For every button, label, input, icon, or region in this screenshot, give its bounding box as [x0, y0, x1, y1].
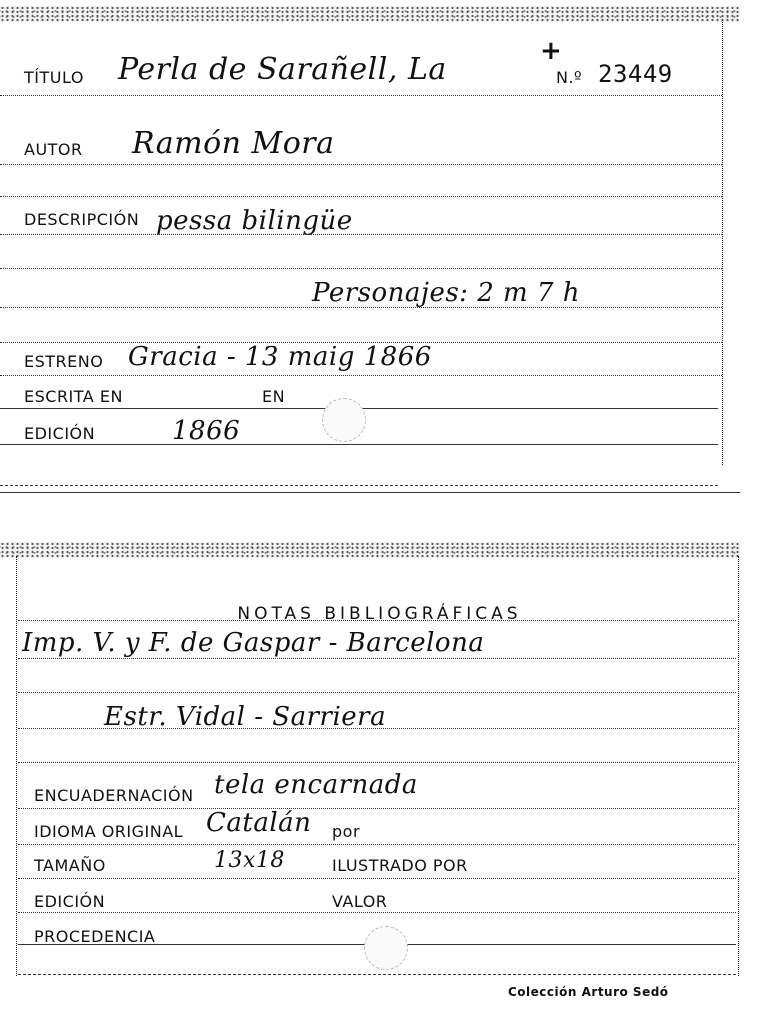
idioma-value: Catalán [206, 808, 312, 838]
personajes-value: Personajes: 2 m 7 h [312, 278, 580, 308]
encuadernacion-value: tela encarnada [214, 770, 418, 800]
titulo-label: TÍTULO [24, 68, 84, 87]
ilustrado-label: ILUSTRADO POR [332, 856, 468, 875]
collection-footer: Colección Arturo Sedó [508, 985, 669, 999]
card-top-right-border [722, 20, 723, 465]
rule-bottom-end [18, 974, 736, 975]
rule-idioma [18, 844, 736, 845]
rule-tamano [18, 878, 736, 879]
rule-titulo [0, 95, 722, 96]
tamano-label: TAMAÑO [34, 856, 106, 875]
rule-estreno [0, 375, 722, 376]
rule-notas-5 [18, 762, 736, 763]
edicion-label-top: EDICIÓN [24, 424, 96, 443]
note-line-1: Imp. V. y F. de Gaspar - Barcelona [22, 628, 485, 658]
rule-descripcion [0, 234, 722, 235]
rule-notas-4 [18, 728, 736, 729]
estreno-value: Gracia - 13 maig 1866 [128, 342, 432, 372]
rule-edicion-bottom [18, 912, 736, 913]
idioma-label: IDIOMA ORIGINAL [34, 822, 184, 841]
edicion-label-bottom: EDICIÓN [34, 892, 106, 911]
card-top-edge [0, 6, 740, 22]
card-bottom-edge [0, 542, 740, 558]
rule-autor [0, 164, 722, 165]
numero-value: 23449 [598, 60, 673, 88]
escrita-label: ESCRITA EN [24, 387, 123, 406]
edicion-value-top: 1866 [172, 416, 241, 446]
rule-notas-3 [18, 692, 736, 693]
punch-hole-top [322, 398, 366, 442]
titulo-value: Perla de Sarañell, La [118, 52, 447, 87]
rule-encuadernacion [18, 808, 736, 809]
notas-heading: NOTAS BIBLIOGRÁFICAS [237, 604, 522, 624]
procedencia-label: PROCEDENCIA [34, 927, 156, 946]
autor-label: AUTOR [24, 140, 83, 159]
rule-autor-2 [0, 196, 722, 197]
cross-marker: + [540, 36, 562, 66]
note-line-2: Estr. Vidal - Sarriera [104, 702, 387, 732]
rule-edicion-top [0, 444, 718, 445]
descripcion-value: pessa bilingüe [156, 206, 353, 236]
numero-label: N.º [556, 68, 583, 87]
rule-top-bottom [0, 485, 718, 486]
autor-value: Ramón Mora [132, 126, 335, 161]
valor-label: VALOR [332, 892, 388, 911]
estreno-label: ESTRENO [24, 352, 104, 371]
rule-notas-1 [18, 620, 736, 621]
descripcion-label: DESCRIPCIÓN [24, 210, 140, 229]
encuadernacion-label: ENCUADERNACIÓN [34, 786, 194, 805]
tamano-value: 13x18 [214, 848, 285, 873]
rule-personajes [0, 307, 722, 308]
en-label: EN [262, 387, 286, 406]
punch-hole-bottom [364, 926, 408, 970]
rule-notas-2 [18, 658, 736, 659]
por-label: por [332, 822, 361, 841]
rule-descripcion-2 [0, 268, 722, 269]
card-separator [0, 492, 740, 493]
